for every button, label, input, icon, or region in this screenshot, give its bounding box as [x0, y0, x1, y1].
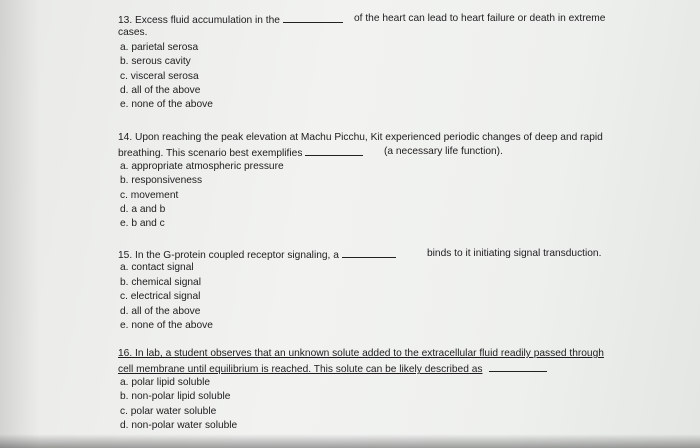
question-13-blank — [283, 12, 343, 23]
question-16 — [118, 347, 678, 433]
question-16-blank — [489, 361, 547, 372]
question-14-stem-line-2 — [118, 145, 678, 159]
question-13 — [118, 12, 678, 113]
question-13-stem-line-1 — [118, 12, 678, 26]
question-13-text-c: cases. — [118, 27, 148, 39]
question-15-text-b: binds to it initiating signal transduction. — [427, 248, 602, 259]
question-16-text-a: 16. In lab, a student observes that an unknown solute added to the extracellular fluid readily passed through — [118, 348, 604, 359]
question-13-option-a: a. parietal serosa — [120, 41, 199, 53]
question-15 — [118, 247, 678, 333]
question-15-blank — [342, 247, 396, 258]
question-14-option-d: d. a and b — [120, 203, 166, 215]
page-shadow — [0, 0, 40, 448]
question-15-option-c: c. electrical signal — [120, 291, 201, 303]
question-16-stem-line-2 — [118, 361, 678, 375]
question-15-option-d: d. all of the above — [120, 305, 201, 317]
question-15-text-a: 15. In the G-protein coupled receptor signaling, a — [118, 250, 339, 261]
question-16-option-c: c. polar water soluble — [120, 405, 217, 417]
question-14-text-c: (a necessary life function). — [384, 146, 503, 158]
question-14-blank — [305, 145, 363, 156]
question-13-text-b: of the heart can lead to heart failure or death in extreme — [354, 13, 606, 24]
question-16-option-b: b. non-polar lipid soluble — [120, 391, 231, 403]
question-14-option-b: b. responsiveness — [120, 175, 203, 187]
question-13-option-d: d. all of the above — [120, 84, 201, 96]
question-16-text-b: cell membrane until equilibrium is reached. This solute can be likely described as — [118, 364, 483, 376]
question-13-option-b: b. serous cavity — [120, 56, 191, 68]
question-13-text-a: 13. Excess fluid accumulation in the — [118, 15, 280, 26]
question-15-option-a: a. contact signal — [120, 262, 194, 274]
question-14-text-a: 14. Upon reaching the peak elevation at Machu Picchu, Kit experienced periodic changes of deep and rapid — [118, 132, 603, 143]
question-15-option-b: b. chemical signal — [120, 276, 201, 288]
question-15-stem-line-1 — [118, 247, 678, 261]
question-16-option-d: d. non-polar water soluble — [120, 419, 238, 431]
question-13-option-c: c. visceral serosa — [120, 70, 199, 82]
question-14-option-e: e. b and c — [120, 218, 165, 230]
question-13-option-e: e. none of the above — [120, 99, 213, 111]
question-16-option-a: a. polar lipid soluble — [120, 376, 211, 388]
question-15-option-e: e. none of the above — [120, 319, 213, 331]
question-14-text-b: breathing. This scenario best exemplifies — [118, 148, 303, 160]
question-14-option-a: a. appropriate atmospheric pressure — [120, 160, 284, 172]
page-bottom-edge — [0, 434, 700, 448]
question-14 — [118, 131, 678, 232]
question-14-option-c: c. movement — [120, 189, 179, 201]
